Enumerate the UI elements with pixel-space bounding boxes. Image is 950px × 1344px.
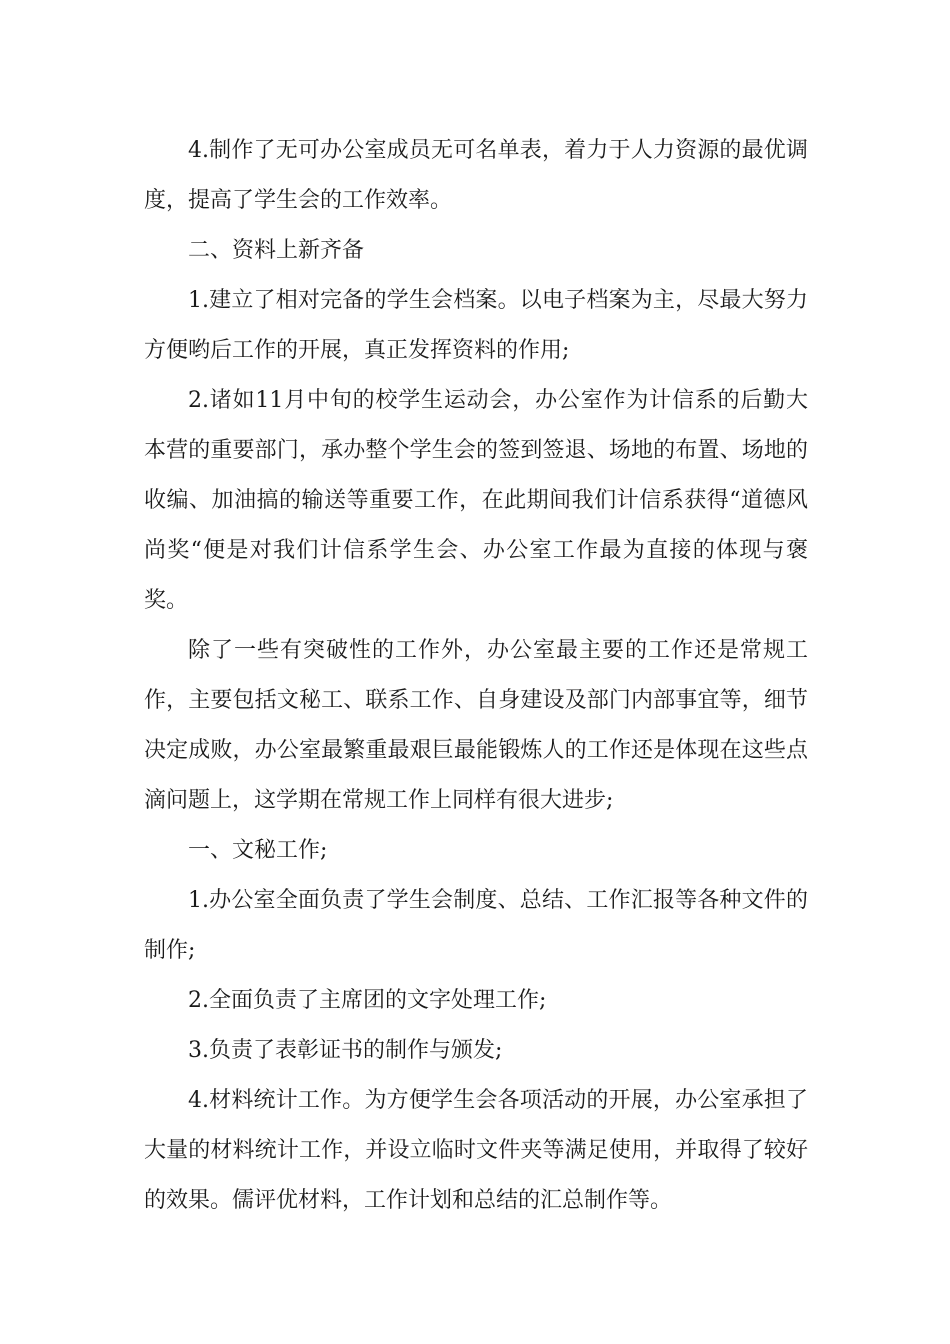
section-heading-secretarial: 一、文秘工作; <box>188 838 328 863</box>
section-heading-materials: 二、资料上新齐备 <box>188 238 365 263</box>
paragraph-archive: 1.建立了相对完备的学生会档案。以电子档案为主，尽最大努力方便哟后工作的开展，真正发挥资料的作用; <box>144 288 808 363</box>
paragraph-documents: 1.办公室全面负责了学生会制度、总结、工作汇报等各种文件的制作; <box>144 888 808 963</box>
paragraph-item-4-roster: 4.制作了无可办公室成员无可名单表，着力于人力资源的最优调度，提高了学生会的工作效率。 <box>144 138 808 213</box>
document-body <box>144 126 808 1226</box>
paragraph-certificates: 3.负责了表彰证书的制作与颁发; <box>188 1038 503 1063</box>
paragraph-sports-meet: 2.诸如11月中旬的校学生运动会，办公室作为计信系的后勤大本营的重要部门，承办整个学生会的签到签退、场地的布置、场地的收编、加油搞的输送等重要工作，在此期间我们计信系获得“道德风尚奖“便是对我们计信系学生会、办公室工作最为直接的体现与褒奖。 <box>144 388 808 613</box>
paragraph-routine-work: 除了一些有突破性的工作外，办公室最主要的工作还是常规工作，主要包括文秘工、联系工作、自身建设及部门内部事宜等，细节决定成败，办公室最繁重最艰巨最能锻炼人的工作还是体现在这些点滴问题上，这学期在常规工作上同样有很大进步; <box>144 638 808 813</box>
paragraph-text-processing: 2.全面负责了主席团的文字处理工作; <box>188 988 547 1013</box>
paragraph-statistics: 4.材料统计工作。为方便学生会各项活动的开展，办公室承担了大量的材料统计工作，并设立临时文件夹等满足使用，并取得了较好的效果。儒评优材料，工作计划和总结的汇总制作等。 <box>144 1088 808 1213</box>
